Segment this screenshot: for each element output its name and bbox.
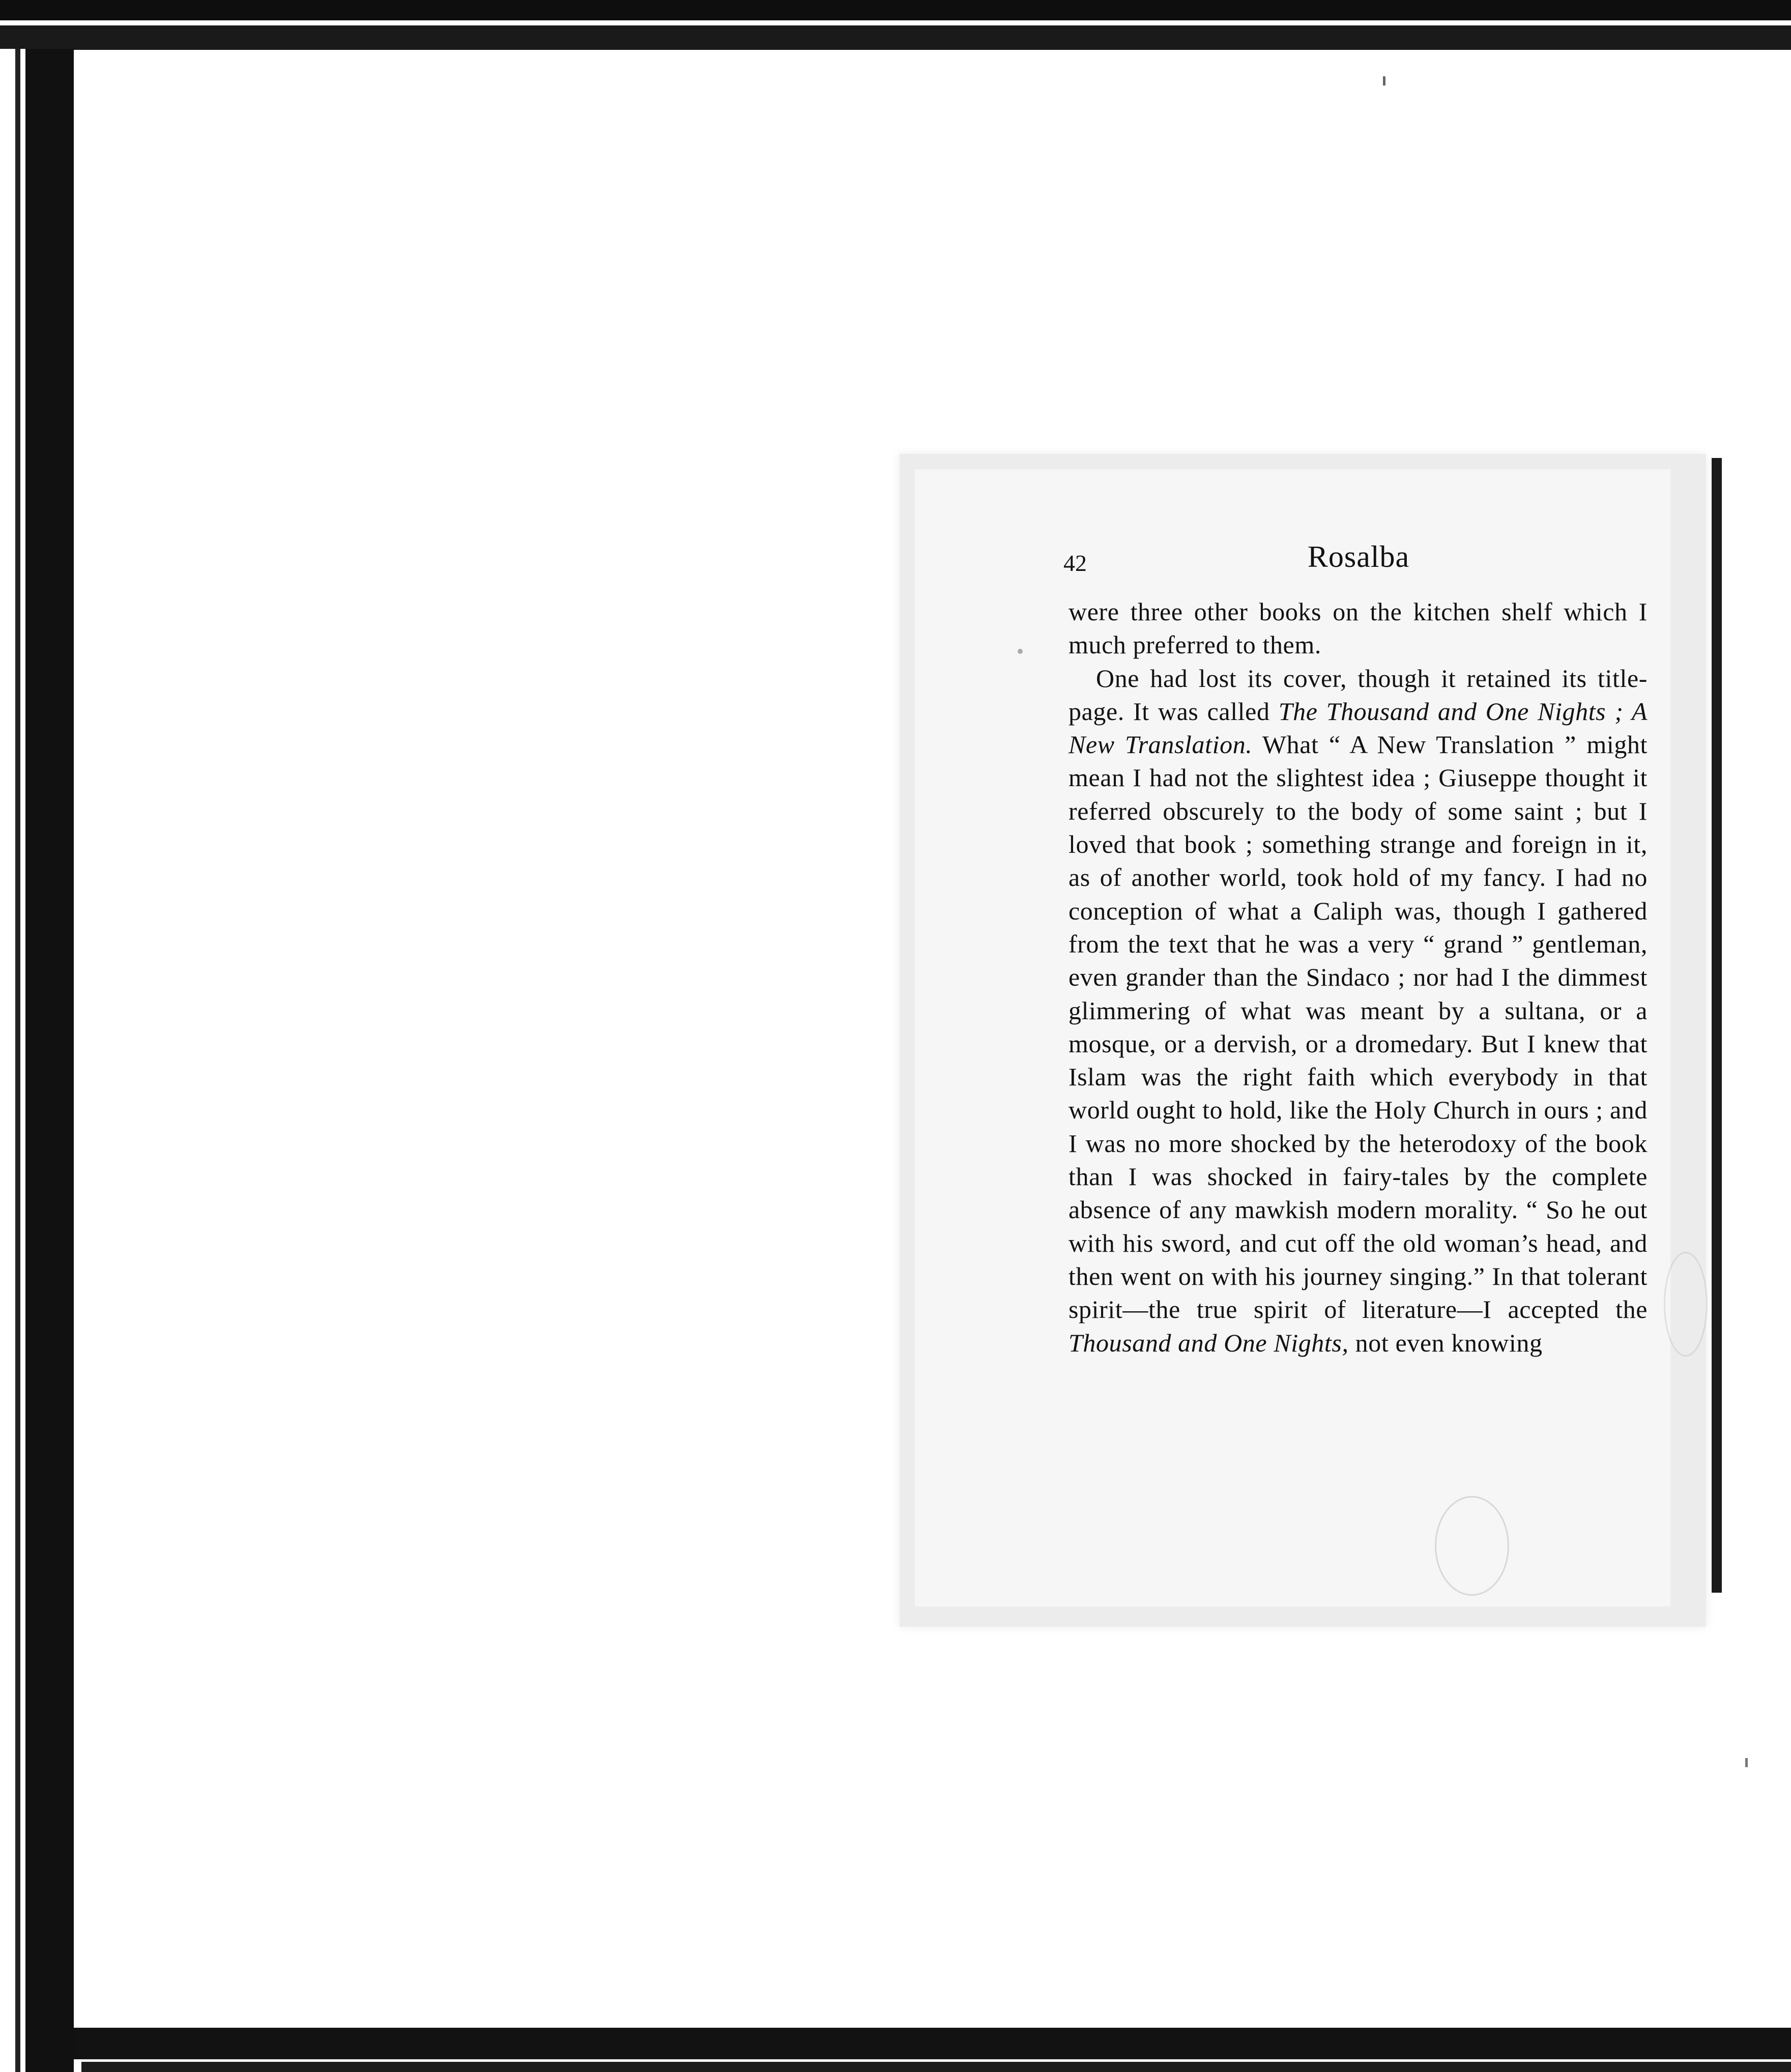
text-run: were three other books on the kitchen shelf which I much preferred to them. xyxy=(1068,597,1648,659)
italic-title-run: The Thousand and One Nights ; A New Translation. xyxy=(1068,697,1648,759)
text-run: What “ A New Translation ” might mean I had not the slightest idea ; Giuseppe thought it referred obscurely to the body of some saint ; but I loved that book ; something strange and foreign in it, as of another world, took hold of my fancy. I had no conception of what a Caliph was, though I gathered from the text that he was a very “ grand ” gentleman, even grander than the Sindaco ; nor had I the dimmest glimmering of what was meant by a sultana, or a mosque, or a dervish, or a dromedary. But I knew that Islam was the right faith which everybody in that world ought to hold, like the Holy Church in ours ; and I was no more shocked by the heterodoxy of the book than I was shocked in fairy-tales by the complete absence of any mawkish modern morality. “ So he out with his sword, and cut off the old woman’s head, and then went on with his journey singing.” In that tolerant spirit—the true spirit of literature—I accepted the xyxy=(1068,730,1648,1324)
page-stain xyxy=(1435,1496,1509,1596)
paragraph xyxy=(1068,662,1648,1360)
film-speck xyxy=(1383,76,1385,85)
text-run: not even knowing xyxy=(1348,1328,1543,1357)
frame-bottom-line xyxy=(81,2062,1791,2072)
italic-title-run: Thousand and One Nights, xyxy=(1068,1328,1349,1357)
frame-left-border xyxy=(25,49,74,2072)
book-spine-shadow xyxy=(1712,458,1722,1593)
page-number: 42 xyxy=(1063,550,1087,576)
text-run: One had lost its cover, though it retained its title-page. It was called xyxy=(1068,664,1648,726)
frame-bottom-border xyxy=(74,2028,1791,2059)
frame-top-border-inner xyxy=(0,25,1791,50)
running-head: Rosalba xyxy=(1307,540,1410,573)
frame-left-edge xyxy=(15,49,20,2072)
page-stain xyxy=(1664,1252,1708,1357)
paragraph xyxy=(1068,595,1648,662)
page-header xyxy=(1063,534,1654,575)
frame-left-strip xyxy=(0,49,25,2072)
body-text xyxy=(1068,595,1648,1360)
film-speck xyxy=(1018,649,1023,654)
film-speck xyxy=(1745,1758,1748,1767)
frame-top-gap xyxy=(0,20,1791,25)
